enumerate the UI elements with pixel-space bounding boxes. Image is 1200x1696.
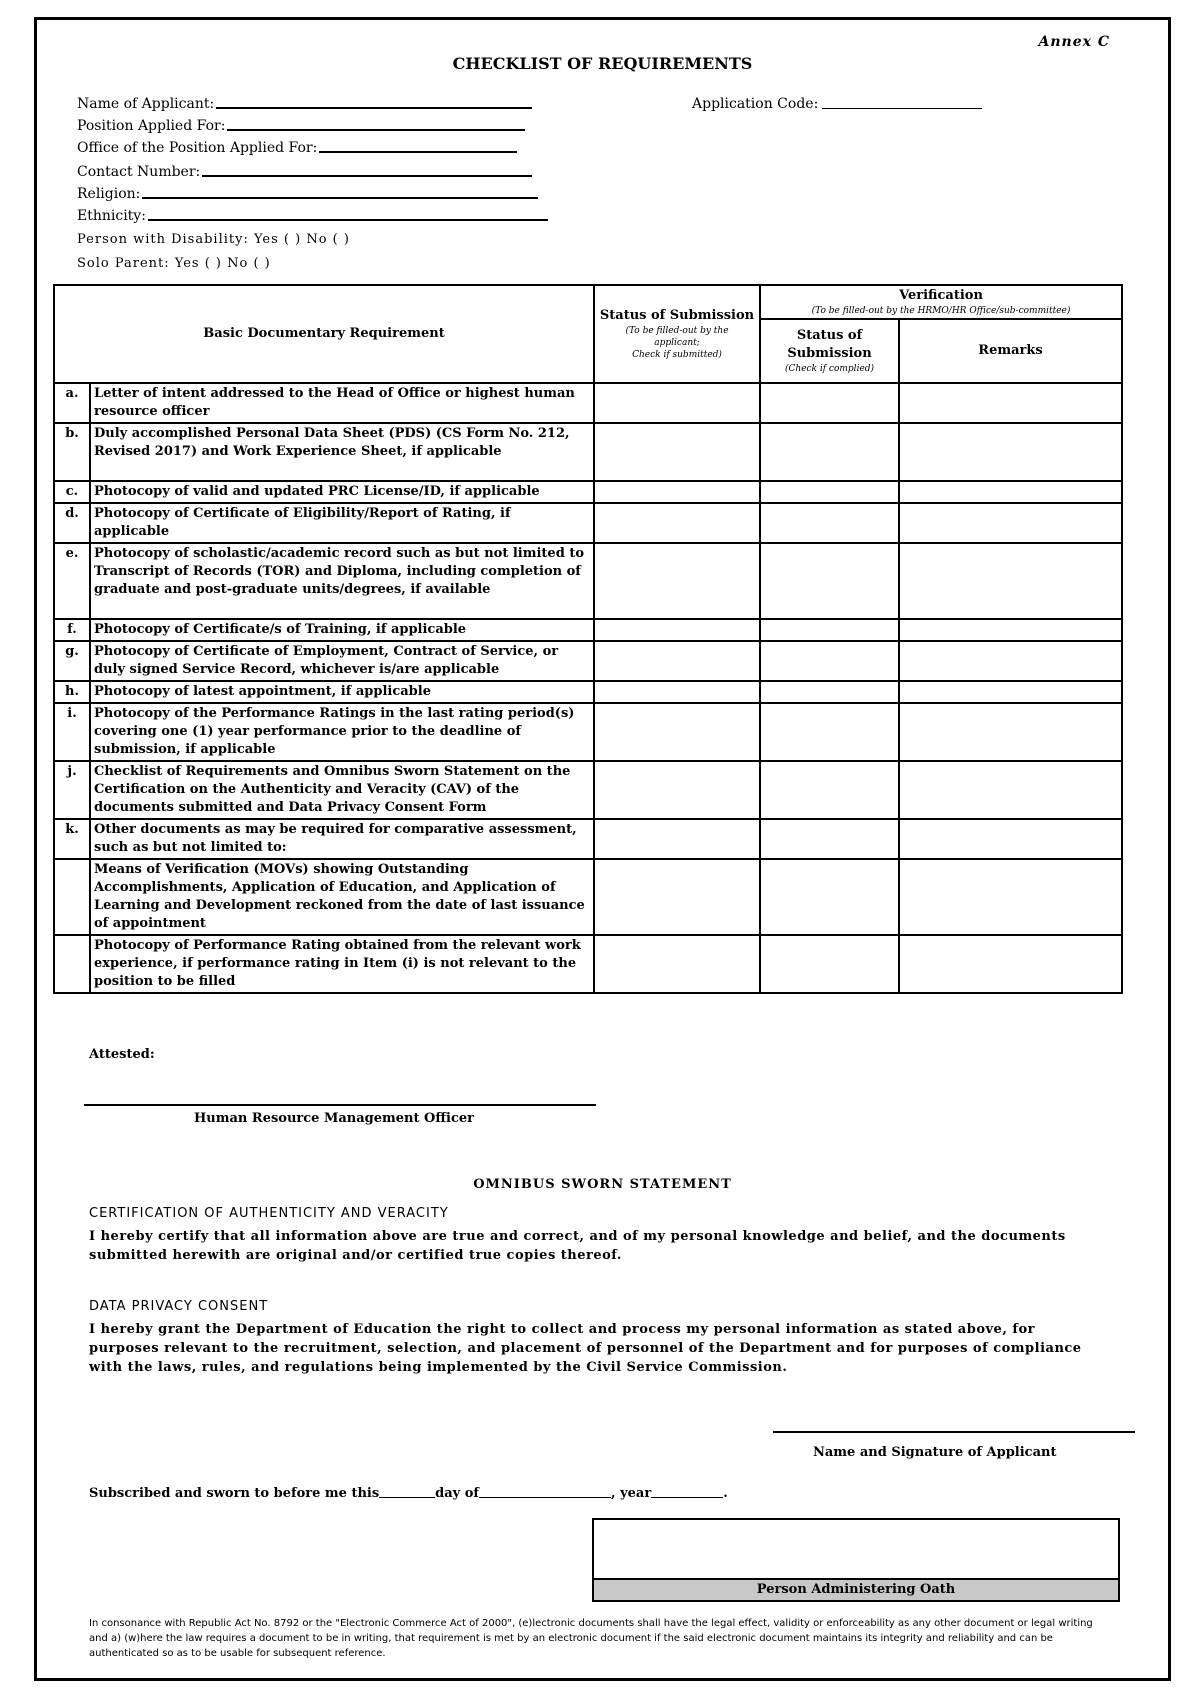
verification-status-header: Status of Submission (Check if complied) (760, 319, 899, 383)
application-code-line[interactable] (822, 108, 982, 109)
requirement-letter: j. (54, 761, 90, 819)
requirement-letter: b. (54, 423, 90, 481)
applicant-signature-label: Name and Signature of Applicant (813, 1445, 1057, 1460)
ethnicity-line[interactable] (148, 219, 548, 221)
requirement-row (54, 543, 1122, 619)
remarks-cell[interactable] (899, 423, 1122, 481)
requirement-letter: a. (54, 383, 90, 423)
applicant-status-cell[interactable] (594, 819, 760, 859)
annex-label: Annex C (1038, 34, 1110, 50)
requirement-text: Photocopy of Certificate of Eligibility/Report of Rating, if applicable (90, 503, 594, 543)
requirement-letter: i. (54, 703, 90, 761)
hrmo-label: Human Resource Management Officer (194, 1111, 474, 1126)
requirement-letter: c. (54, 481, 90, 503)
requirement-row (54, 481, 1122, 503)
status-header: Status of Submission (To be filled-out by the applicant; Check if submitted) (594, 285, 760, 383)
applicant-status-cell[interactable] (594, 481, 760, 503)
requirement-letter (54, 859, 90, 935)
remarks-cell[interactable] (899, 543, 1122, 619)
ethnicity-field[interactable] (77, 208, 548, 224)
verification-note: (To be filled-out by the HRMO/HR Office/sub-committee) (811, 306, 1071, 316)
oath-label: Person Administering Oath (594, 1578, 1118, 1600)
page-frame (34, 17, 1171, 1681)
requirement-row (54, 703, 1122, 761)
sworn-month-blank[interactable] (479, 1497, 611, 1498)
applicant-status-cell[interactable] (594, 761, 760, 819)
remarks-cell[interactable] (899, 619, 1122, 641)
office-label: Office of the Position Applied For: (77, 140, 318, 156)
verification-status-cell[interactable] (760, 703, 899, 761)
applicant-status-cell[interactable] (594, 383, 760, 423)
position-field[interactable] (77, 118, 525, 134)
remarks-cell[interactable] (899, 641, 1122, 681)
verification-status-cell[interactable] (760, 481, 899, 503)
requirement-row (54, 619, 1122, 641)
sworn-prefix: Subscribed and sworn to before me this (89, 1486, 380, 1501)
requirement-row (54, 383, 1122, 423)
requirement-letter: k. (54, 819, 90, 859)
requirement-text: Other documents as may be required for comparative assessment, such as but not limited to: (90, 819, 594, 859)
application-code-field[interactable] (692, 96, 982, 112)
oath-signature-box[interactable] (592, 1518, 1120, 1602)
ethnicity-label: Ethnicity: (77, 208, 146, 224)
requirement-letter: h. (54, 681, 90, 703)
requirement-row (54, 761, 1122, 819)
status-note-line-1: (To be filled-out by the (625, 326, 729, 336)
application-code-label: Application Code: (692, 96, 819, 112)
requirement-row (54, 641, 1122, 681)
requirement-row (54, 819, 1122, 859)
name-label: Name of Applicant: (77, 96, 215, 112)
requirement-letter (54, 935, 90, 993)
requirement-text: Photocopy of the Performance Ratings in the last rating period(s) covering one (1) year performance prior to the deadline of submission, if applicable (90, 703, 594, 761)
hrmo-signature-line[interactable] (84, 1104, 596, 1106)
requirement-text: Means of Verification (MOVs) showing Outstanding Accomplishments, Application of Education, and Application of Learning and Development reckoned from the date of last issuance of appointment (90, 859, 594, 935)
cav-heading: CERTIFICATION OF AUTHENTICITY AND VERACITY (89, 1206, 449, 1221)
religion-line[interactable] (142, 197, 538, 199)
page-title: CHECKLIST OF REQUIREMENTS (452, 54, 753, 73)
religion-label: Religion: (77, 186, 141, 202)
remarks-cell[interactable] (899, 761, 1122, 819)
verification-status-cell[interactable] (760, 935, 899, 993)
verification-status-cell[interactable] (760, 859, 899, 935)
name-line[interactable] (216, 107, 532, 109)
applicant-status-cell[interactable] (594, 681, 760, 703)
verification-status-note: (Check if complied) (784, 364, 875, 374)
attested-label: Attested: (89, 1047, 155, 1062)
applicant-status-cell[interactable] (594, 619, 760, 641)
requirement-text: Photocopy of latest appointment, if applicable (90, 681, 594, 703)
verification-status-cell[interactable] (760, 619, 899, 641)
requirement-row (54, 681, 1122, 703)
verification-status-cell[interactable] (760, 681, 899, 703)
remarks-header: Remarks (899, 319, 1122, 383)
requirement-text: Photocopy of Performance Rating obtained from the relevant work experience, if performance rating in Item (i) is not relevant to the position to be filled (90, 935, 594, 993)
requirement-letter: g. (54, 641, 90, 681)
remarks-cell[interactable] (899, 935, 1122, 993)
sworn-end: . (723, 1486, 728, 1501)
dpc-heading: DATA PRIVACY CONSENT (89, 1299, 269, 1314)
requirement-row (54, 503, 1122, 543)
position-label: Position Applied For: (77, 118, 226, 134)
verification-status-cell[interactable] (760, 641, 899, 681)
sworn-year-blank[interactable] (651, 1497, 723, 1498)
applicant-status-cell[interactable] (594, 423, 760, 481)
remarks-cell[interactable] (899, 859, 1122, 935)
contact-label: Contact Number: (77, 164, 201, 180)
applicant-status-cell[interactable] (594, 503, 760, 543)
applicant-status-cell[interactable] (594, 641, 760, 681)
requirement-row (54, 423, 1122, 481)
requirement-letter: f. (54, 619, 90, 641)
applicant-status-cell[interactable] (594, 543, 760, 619)
requirement-letter: e. (54, 543, 90, 619)
requirement-row (54, 935, 1122, 993)
remarks-cell[interactable] (899, 703, 1122, 761)
requirement-header: Basic Documentary Requirement (54, 285, 594, 383)
requirement-text: Photocopy of Certificate of Employment, Contract of Service, or duly signed Service Record, whichever is/are applicable (90, 641, 594, 681)
name-field[interactable] (77, 96, 532, 112)
sworn-statement-line (89, 1486, 728, 1501)
office-field[interactable] (77, 140, 517, 156)
requirement-text: Duly accomplished Personal Data Sheet (PDS) (CS Form No. 212, Revised 2017) and Work Experience Sheet, if applicable (90, 423, 594, 481)
requirement-text: Checklist of Requirements and Omnibus Sworn Statement on the Certification on the Authenticity and Veracity (CAV) of the documents submitted and Data Privacy Consent Form (90, 761, 594, 819)
requirement-text: Photocopy of valid and updated PRC License/ID, if applicable (90, 481, 594, 503)
verification-status-cell[interactable] (760, 383, 899, 423)
applicant-status-cell[interactable] (594, 935, 760, 993)
sworn-day-label: day of (435, 1486, 480, 1501)
solo-parent-question[interactable]: Solo Parent: Yes ( ) No ( ) (77, 256, 271, 271)
verification-status-cell[interactable] (760, 819, 899, 859)
requirement-text: Photocopy of Certificate/s of Training, if applicable (90, 619, 594, 641)
remarks-cell[interactable] (899, 819, 1122, 859)
contact-field[interactable] (77, 164, 532, 180)
status-note-line-3: Check if submitted) (632, 350, 722, 360)
verification-status-cell[interactable] (760, 423, 899, 481)
footnote: In consonance with Republic Act No. 8792 or the "Electronic Commerce Act of 2000", (e)lectronic documents shall have the legal effect, validity or enforceability as any other document or legal writing and a) (w)here the law requires a document to be in writing, that requirement is met by an electronic document if the said electronic document maintains its integrity and reliability and can be authenticated so as to be usable for subsequent reference. (89, 1618, 1093, 1659)
requirements-table (53, 284, 1123, 994)
applicant-signature-line[interactable] (773, 1431, 1135, 1433)
sworn-day-blank[interactable] (379, 1497, 435, 1498)
requirement-letter: d. (54, 503, 90, 543)
verification-header: Verification (To be filled-out by the HRMO/HR Office/sub-committee) (760, 285, 1122, 319)
dpc-text: I hereby grant the Department of Education the right to collect and process my personal information as stated above, for purposes relevant to the recruitment, selection, and placement of personnel of the Department and for purposes of compliance with the laws, rules, and regulations being implemented by the Civil Service Commission. (89, 1322, 1082, 1375)
cav-text: I hereby certify that all information above are true and correct, and of my personal knowledge and belief, and the documents submitted herewith are original and/or certified true copies thereof. (89, 1229, 1066, 1263)
remarks-cell[interactable] (899, 481, 1122, 503)
contact-line[interactable] (202, 175, 532, 177)
verification-status-cell[interactable] (760, 543, 899, 619)
remarks-cell[interactable] (899, 383, 1122, 423)
remarks-cell[interactable] (899, 681, 1122, 703)
requirement-row (54, 859, 1122, 935)
status-note-line-2: applicant; (654, 338, 700, 348)
sworn-year-label: , year (611, 1486, 652, 1501)
position-line[interactable] (227, 129, 525, 131)
remarks-cell[interactable] (899, 503, 1122, 543)
pwd-question[interactable]: Person with Disability: Yes ( ) No ( ) (77, 232, 350, 247)
religion-field[interactable] (77, 186, 538, 202)
verification-status-cell[interactable] (760, 761, 899, 819)
office-line[interactable] (319, 151, 517, 153)
applicant-status-cell[interactable] (594, 703, 760, 761)
verification-status-cell[interactable] (760, 503, 899, 543)
omnibus-title: OMNIBUS SWORN STATEMENT (473, 1177, 732, 1192)
requirement-text: Photocopy of scholastic/academic record such as but not limited to Transcript of Records (TOR) and Diploma, including completion of graduate and post-graduate units/degrees, if available (90, 543, 594, 619)
applicant-status-cell[interactable] (594, 859, 760, 935)
requirement-text: Letter of intent addressed to the Head of Office or highest human resource officer (90, 383, 594, 423)
